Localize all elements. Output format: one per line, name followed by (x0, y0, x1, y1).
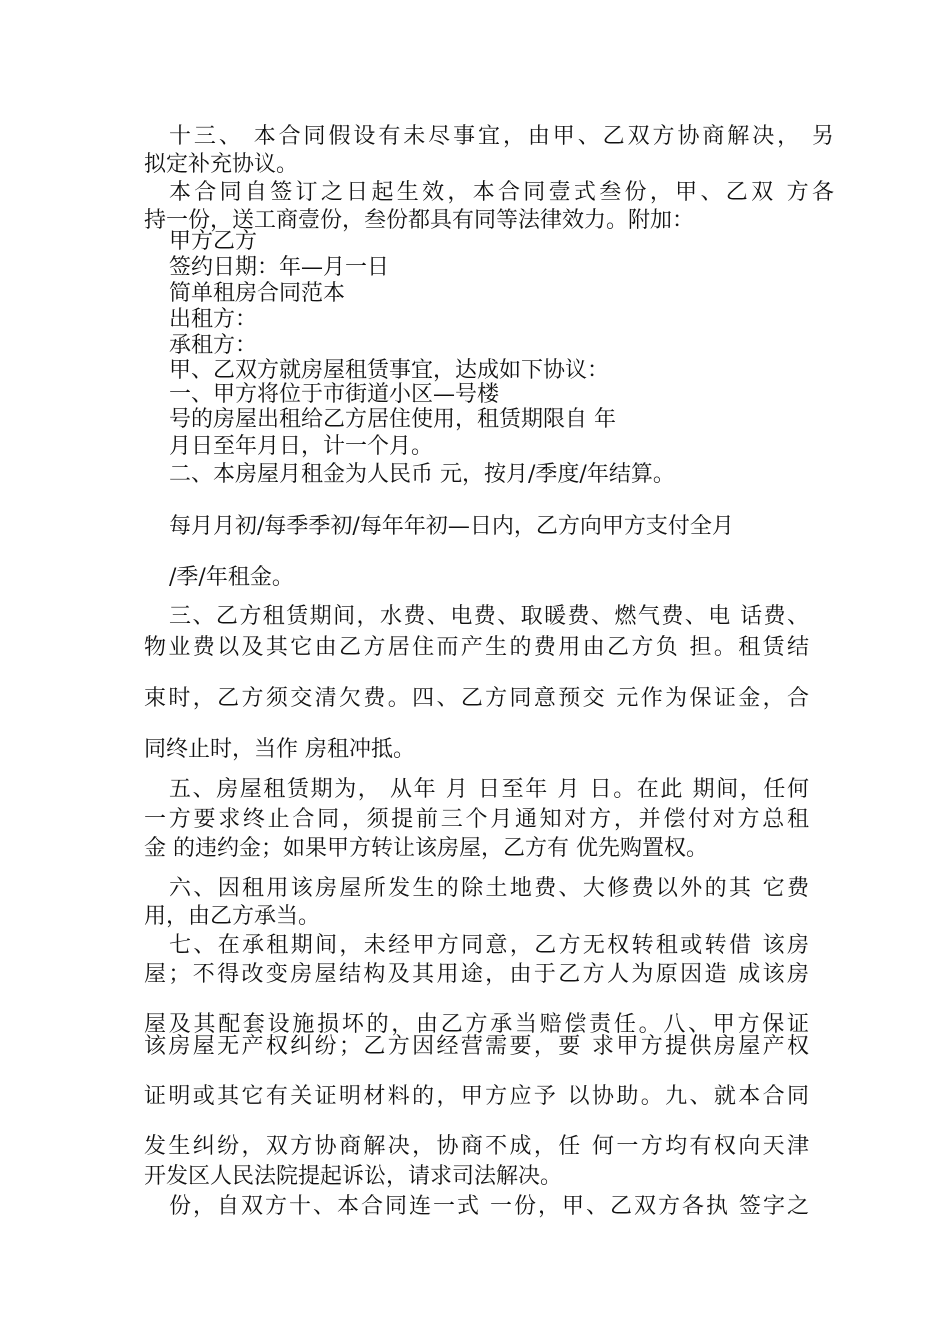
text-line: 本合同自签订之日起生效，本合同壹式叁份，甲、乙双 方各 (169, 180, 834, 205)
text-line: 七、在承租期间，未经甲方同意，乙方无权转租或转借 该房 (169, 933, 809, 958)
text-line: 该房屋无产权纠纷；乙方因经营需要，要 求甲方提供房屋产权 (144, 1034, 809, 1059)
text-line: 一、甲方将位于市街道小区—号楼 (169, 382, 500, 407)
text-line: 三、乙方租赁期间，水费、电费、取暖费、燃气费、电 话费、 (169, 604, 809, 629)
text-line: 屋及其配套设施损坏的，由乙方承当赔偿责任。八、甲方保证 (144, 1012, 809, 1037)
text-line: 甲方乙方 (169, 229, 258, 254)
text-line: 简单租房合同范本 (169, 281, 346, 306)
text-line: 开发区人民法院提起诉讼，请求司法解决。 (144, 1164, 563, 1189)
text-line: 金 的违约金；如果甲方转让该房屋，乙方有 优先购置权。 (144, 836, 708, 861)
text-line: 六、因租用该房屋所发生的除土地费、大修费以外的其 它费 (169, 876, 809, 901)
text-line: /季/年租金。 (169, 565, 294, 590)
text-line: 份，自双方十、本合同连一式 一份，甲、乙双方各执 签字之 (169, 1194, 809, 1219)
text-line: 号的房屋出租给乙方居住使用，租赁期限自 年 (169, 407, 616, 432)
text-line: 月日至年月日，计一个月。 (169, 434, 434, 459)
text-line: 屋；不得改变房屋结构及其用途，由于乙方人为原因造 成该房 (144, 962, 809, 987)
text-line: 甲、乙双方就房屋租赁事宜，达成如下协议： (169, 358, 610, 383)
text-line: 二、本房屋月租金为人民币 元，按月/季度/年结算。 (169, 462, 675, 487)
text-line: 签约日期：年—月一日 (169, 255, 390, 280)
text-line: 发生纠纷，双方协商解决，协商不成，任 何一方均有权向天津 (144, 1134, 809, 1159)
text-line: 拟定补充协议。 (144, 152, 299, 177)
text-line: 五、房屋租赁期为， 从年 月 日至年 月 日。在此 期间，任何 (169, 777, 809, 802)
text-line: 束时，乙方须交清欠费。四、乙方同意预交 元作为保证金，合 (144, 686, 809, 711)
text-line: 十三、 本合同假设有未尽事宜，由甲、乙双方协商解决， 另 (169, 124, 834, 149)
text-line: 用，由乙方承当。 (144, 904, 321, 929)
text-line: 物业费以及其它由乙方居住而产生的费用由乙方负 担。租赁结 (144, 635, 809, 660)
text-line: 每月月初/每季季初/每年年初—日内，乙方向甲方支付全月 (169, 514, 734, 539)
text-line: 一方要求终止合同，须提前三个月通知对方，并偿付对方总租 (144, 807, 809, 832)
text-line: 出租方： (169, 307, 258, 332)
text-line: 持一份，送工商壹份，叁份都具有同等法律效力。附加： (144, 208, 695, 233)
text-line: 同终止时，当作 房租冲抵。 (144, 737, 415, 762)
text-line: 证明或其它有关证明材料的，甲方应予 以协助。九、就本合同 (144, 1084, 809, 1109)
text-line: 承租方： (169, 333, 258, 358)
